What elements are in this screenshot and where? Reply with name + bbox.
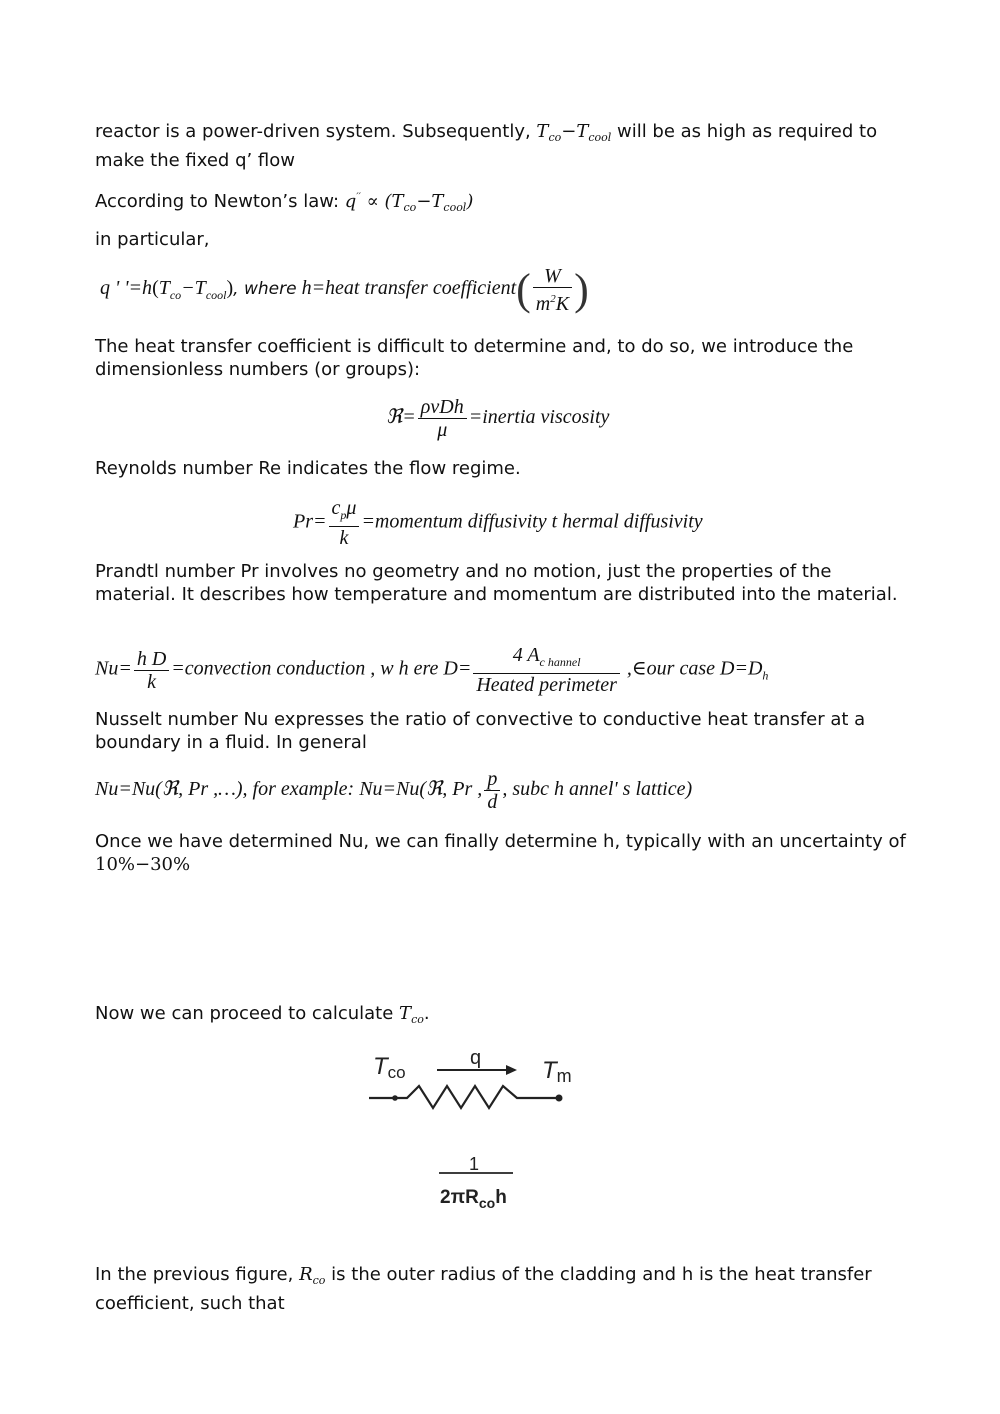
node-left — [392, 1095, 398, 1101]
arrowhead-icon — [506, 1065, 517, 1075]
math-tco-tcool: $T_{co}-T_{cool}$ — [536, 121, 612, 144]
paragraph-in-particular: in particular, — [95, 229, 210, 250]
label-tm: Tm — [542, 1057, 572, 1086]
paragraph-determine-h: Once we have determined Nu, we can finally determine h, typically with an uncertainty of 10%−30% — [95, 831, 906, 875]
math-newton-proportional: $q'' \propto (T_{co}-T_{cool})$ — [344, 191, 474, 214]
thermal-resistance-figure — [355, 1040, 595, 1225]
fraction-denominator: $2\pi R_{co}h$ — [440, 1187, 507, 1211]
equation-prandtl: Pr= $\frac{c_p\mu}{k}$ =momentum diffusivity t hermal diffusivity — [293, 497, 703, 549]
equation-heat-flux: q ' '$=h(T_{co}-T_{cool})$, where h=heat transfer coefficient( $\frac{W}{m^2K}$ ) — [100, 264, 589, 315]
label-tco: Tco — [373, 1053, 406, 1082]
paragraph-newton-law: According to Newton’s law: $q'' \propto (T_{co}-T_{cool})$ — [95, 191, 474, 214]
paragraph-prandtl: Prandtl number Pr involves no geometry and no motion, just the properties of the material. It describes how temperature and momentum are distributed into the material. — [95, 561, 898, 605]
label-q: q — [470, 1047, 482, 1069]
paragraph-calculate-tco: Now we can proceed to calculate $T_{co}$. — [95, 1003, 430, 1026]
fraction-numerator: 1 — [469, 1154, 480, 1174]
node-right — [556, 1095, 563, 1102]
fraction-unit: $\frac{W}{m^2K}$ — [533, 265, 572, 315]
paragraph-nusselt: Nusselt number Nu expresses the ratio of convective to conductive heat transfer at a boundary in a fluid. In general — [95, 709, 866, 753]
paragraph-dimensionless-intro: The heat transfer coefficient is difficult to determine and, to do so, we introduce the dimensionless numbers (or groups): — [95, 336, 854, 380]
equation-nusselt-general: Nu=Nu(ℜ, Pr ,…), for example: Nu=Nu(ℜ, Pr , $\frac{p}{d}$ , subc h annel' s lattice) — [95, 768, 693, 813]
equation-nusselt: Nu= $\frac{\text{h D}}{k}$ =convection conduction , w h ere D= $\frac{4 A_{c hannel}}{\text{Heated perimeter}}$ ,∈our case $D=D_h$ — [95, 644, 769, 696]
paragraph-reynolds: Reynolds number Re indicates the flow regime. — [95, 458, 521, 479]
resistor-icon — [369, 1086, 560, 1108]
paragraph-power-driven: reactor is a power-driven system. Subsequently, $T_{co}-T_{cool}$ will be as high as required to make the fixed q’ flow — [95, 121, 878, 171]
paragraph-previous-figure: In the previous figure, $R_{co}$ is the outer radius of the cladding and h is the heat transfer coefficient, such that — [95, 1264, 872, 1314]
equation-reynolds: ℜ= $\frac{\text{ρvDh}}{\mu}$ =inertia viscosity — [386, 396, 610, 441]
